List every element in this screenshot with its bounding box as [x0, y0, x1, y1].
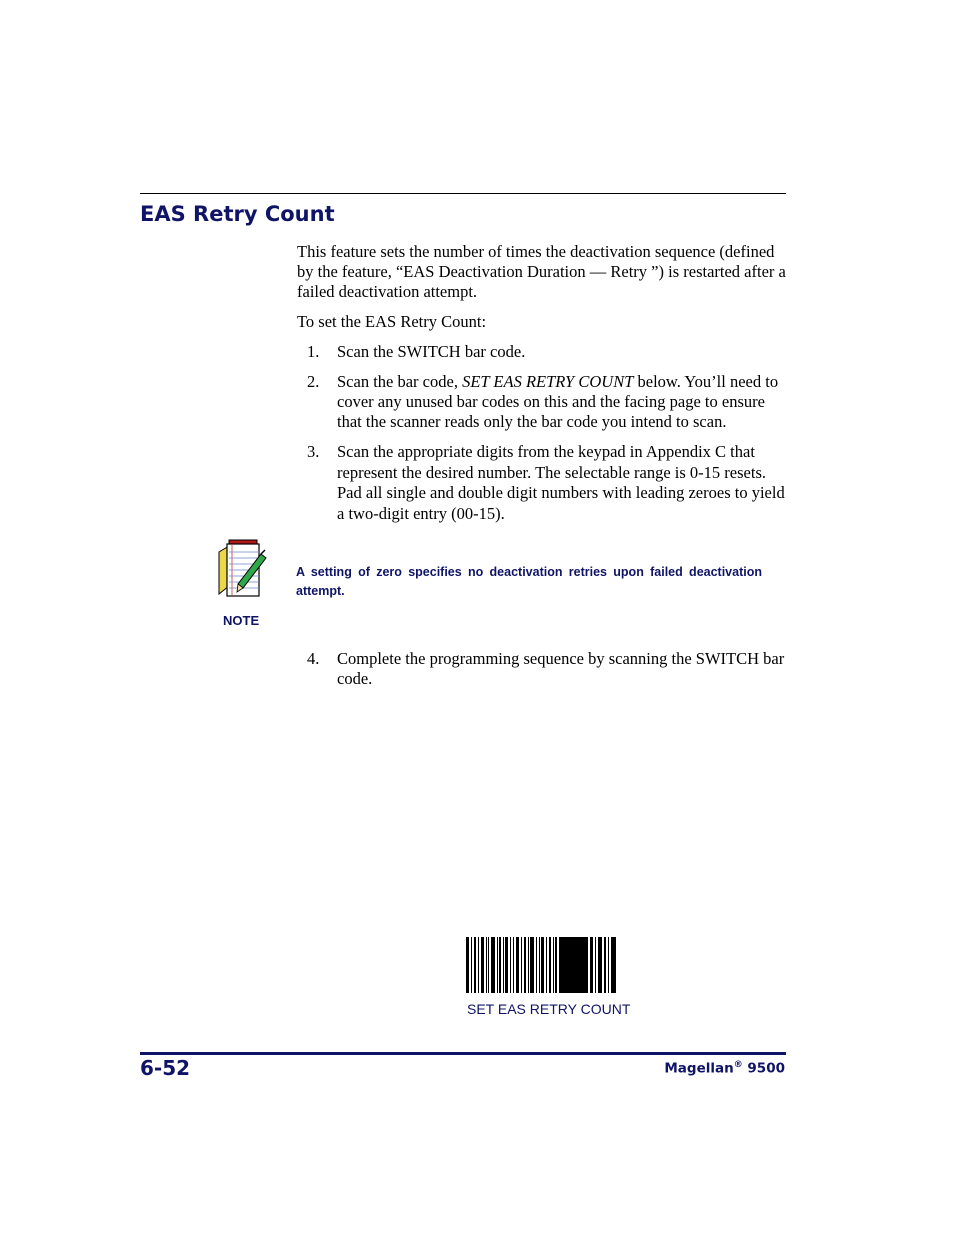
footer-product-title [664, 1060, 785, 1077]
step-text [337, 372, 789, 432]
top-rule [140, 193, 786, 194]
step-text: Scan the appropriate digits from the keypad in Appendix C that represent the desired number. The selectable range is 0-15 resets. Pad all single and double digit numbers with leading zeroes to yield a two-digit entry (00-15). [337, 442, 785, 523]
footer-rule [140, 1052, 786, 1055]
step-text: Scan the SWITCH bar code. [337, 342, 526, 361]
step-emphasis: SET EAS RETRY COUNT [462, 372, 634, 391]
step-text: Complete the programming sequence by scanning the SWITCH bar code. [337, 649, 785, 688]
section-title: EAS Retry Count [140, 202, 335, 226]
registered-mark: ® [733, 1060, 743, 1070]
product-model: 9500 [742, 1060, 785, 1077]
page-number: 6-52 [140, 1056, 191, 1080]
step-number: 1. [307, 342, 320, 361]
barcode [466, 937, 616, 993]
note-text: A setting of zero specifies no deactivation retries upon failed deactivation attempt. [296, 565, 762, 598]
step-number: 4. [307, 649, 320, 668]
barcode-caption: SET EAS RETRY COUNT [467, 1001, 631, 1017]
notepad-pen-icon [215, 538, 269, 602]
note-label: NOTE [223, 613, 260, 628]
step-text-after: below. You’ll need to cover any unused bar codes on this and the facing page to ensure that the scanner reads only the bar code you intend to scan. [337, 372, 779, 431]
step-number: 3. [307, 442, 320, 461]
step-number: 2. [307, 372, 320, 391]
step-text-before: Scan the bar code, [337, 372, 463, 391]
product-name: Magellan [664, 1060, 734, 1077]
intro-lead: To set the EAS Retry Count: [297, 312, 487, 331]
intro-paragraph: This feature sets the number of times the deactivation sequence (defined by the feature, “EAS Deactivation Duration — Retry ”) is restarted after a failed deactivation attempt. [297, 242, 786, 301]
